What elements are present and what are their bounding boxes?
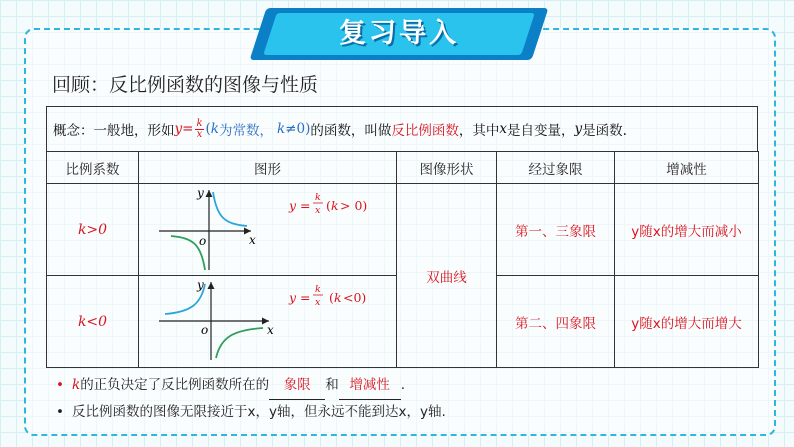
svg-text:y: y: [289, 290, 297, 305]
svg-text:> 0): > 0): [340, 198, 368, 213]
svg-text:x: x: [315, 297, 321, 308]
bullet-item-2: [56, 399, 446, 426]
curve-quadrant-4: [216, 328, 263, 358]
formula-fraction: [195, 119, 203, 140]
k-negative-cell: k<0: [47, 276, 139, 368]
svg-text:x: x: [315, 205, 321, 216]
formula-eq: =: [182, 121, 194, 137]
quadrants-negative: 第二、四象限: [497, 276, 615, 368]
concept-box: [46, 106, 758, 152]
header-cell: 图形: [139, 152, 397, 184]
origin-label: o: [199, 234, 207, 248]
concept-mid: 的函数，叫做: [310, 123, 392, 139]
svg-text:k: k: [315, 284, 321, 295]
k-positive-cell: k>0: [47, 184, 139, 276]
svg-text:<0): <0): [343, 290, 367, 305]
header-cell: 增减性: [615, 152, 759, 184]
header-cell: 经过象限: [497, 152, 615, 184]
svg-text:(: (: [329, 290, 334, 305]
bullet-var-k: k: [72, 377, 81, 393]
svg-text:y: y: [289, 198, 297, 213]
svg-text:(: (: [326, 198, 331, 213]
bullet-dot-icon: •: [56, 377, 64, 393]
curve-quadrant-1: [213, 192, 247, 226]
condition-open: (: [205, 121, 211, 137]
fraction-denominator: x: [196, 128, 203, 140]
y-axis-label: y: [197, 278, 204, 292]
svg-text:=: =: [300, 198, 311, 213]
svg-text:k: k: [331, 198, 339, 213]
svg-text:k: k: [315, 192, 321, 203]
origin-label: o: [201, 323, 209, 337]
blank-quadrant: 象限: [269, 372, 325, 400]
summary-bullets: [56, 372, 446, 426]
section-subtitle: 回顾：反比例函数的图像与性质: [52, 74, 319, 96]
graph-cell: [139, 184, 397, 276]
concept-mid3: 是自变量，: [506, 123, 575, 139]
bullet-text: 的正负决定了反比例函数所在的: [80, 377, 270, 393]
banner-title: 复习导入: [339, 18, 459, 49]
graph-cell: [139, 276, 397, 368]
graph-k-negative: [139, 276, 396, 367]
header-cell: 比例系数: [47, 152, 139, 184]
blank-monotonic: 增减性: [339, 372, 401, 400]
shape-cell: 双曲线: [397, 184, 497, 368]
fraction-numerator: k: [196, 117, 203, 129]
bullet-end: .: [400, 377, 405, 393]
concept-prefix: 概念：一般地，形如: [53, 123, 175, 139]
bullet-text: 反比例函数的图像无限接近于x，y轴，但永远不能到达x，y轴.: [72, 404, 446, 420]
graph-k-positive: [139, 184, 396, 275]
condition-neq: ≠0: [285, 121, 306, 137]
bullet-and: 和: [325, 377, 339, 393]
svg-text:=: =: [300, 290, 311, 305]
concept-suffix: 是函数.: [582, 123, 627, 139]
graph-label-negative: [288, 284, 366, 308]
x-axis-label: x: [267, 323, 274, 337]
quadrants-positive: 第一、三象限: [497, 184, 615, 276]
formula-y: y: [174, 121, 183, 137]
svg-text:k: k: [334, 290, 342, 305]
properties-table: [46, 151, 759, 368]
monotonic-positive: y随x的增大而减小: [615, 184, 759, 276]
table-header-row: [47, 152, 759, 184]
graph-label-positive: [288, 192, 367, 216]
concept-term: 反比例函数: [391, 123, 459, 139]
condition-text: 为常数，: [218, 123, 273, 139]
bullet-dot-icon: •: [56, 404, 64, 420]
graph-k-negative-svg: [139, 276, 397, 367]
header-cell: 图像形状: [397, 152, 497, 184]
monotonic-negative: y随x的增大而增大: [615, 276, 759, 368]
table-row: [47, 184, 759, 276]
title-banner: [258, 8, 540, 60]
y-axis-label: y: [197, 186, 204, 200]
condition-close: ): [305, 121, 311, 137]
concept-var-x: x: [499, 121, 507, 137]
bullet-item-1: [56, 372, 446, 399]
concept-var-y: y: [574, 121, 583, 137]
graph-k-positive-svg: [139, 184, 397, 275]
condition-k2: k: [276, 121, 286, 137]
x-axis-label: x: [249, 233, 256, 247]
condition-k: k: [210, 121, 219, 137]
concept-mid2: ，其中: [458, 123, 500, 139]
